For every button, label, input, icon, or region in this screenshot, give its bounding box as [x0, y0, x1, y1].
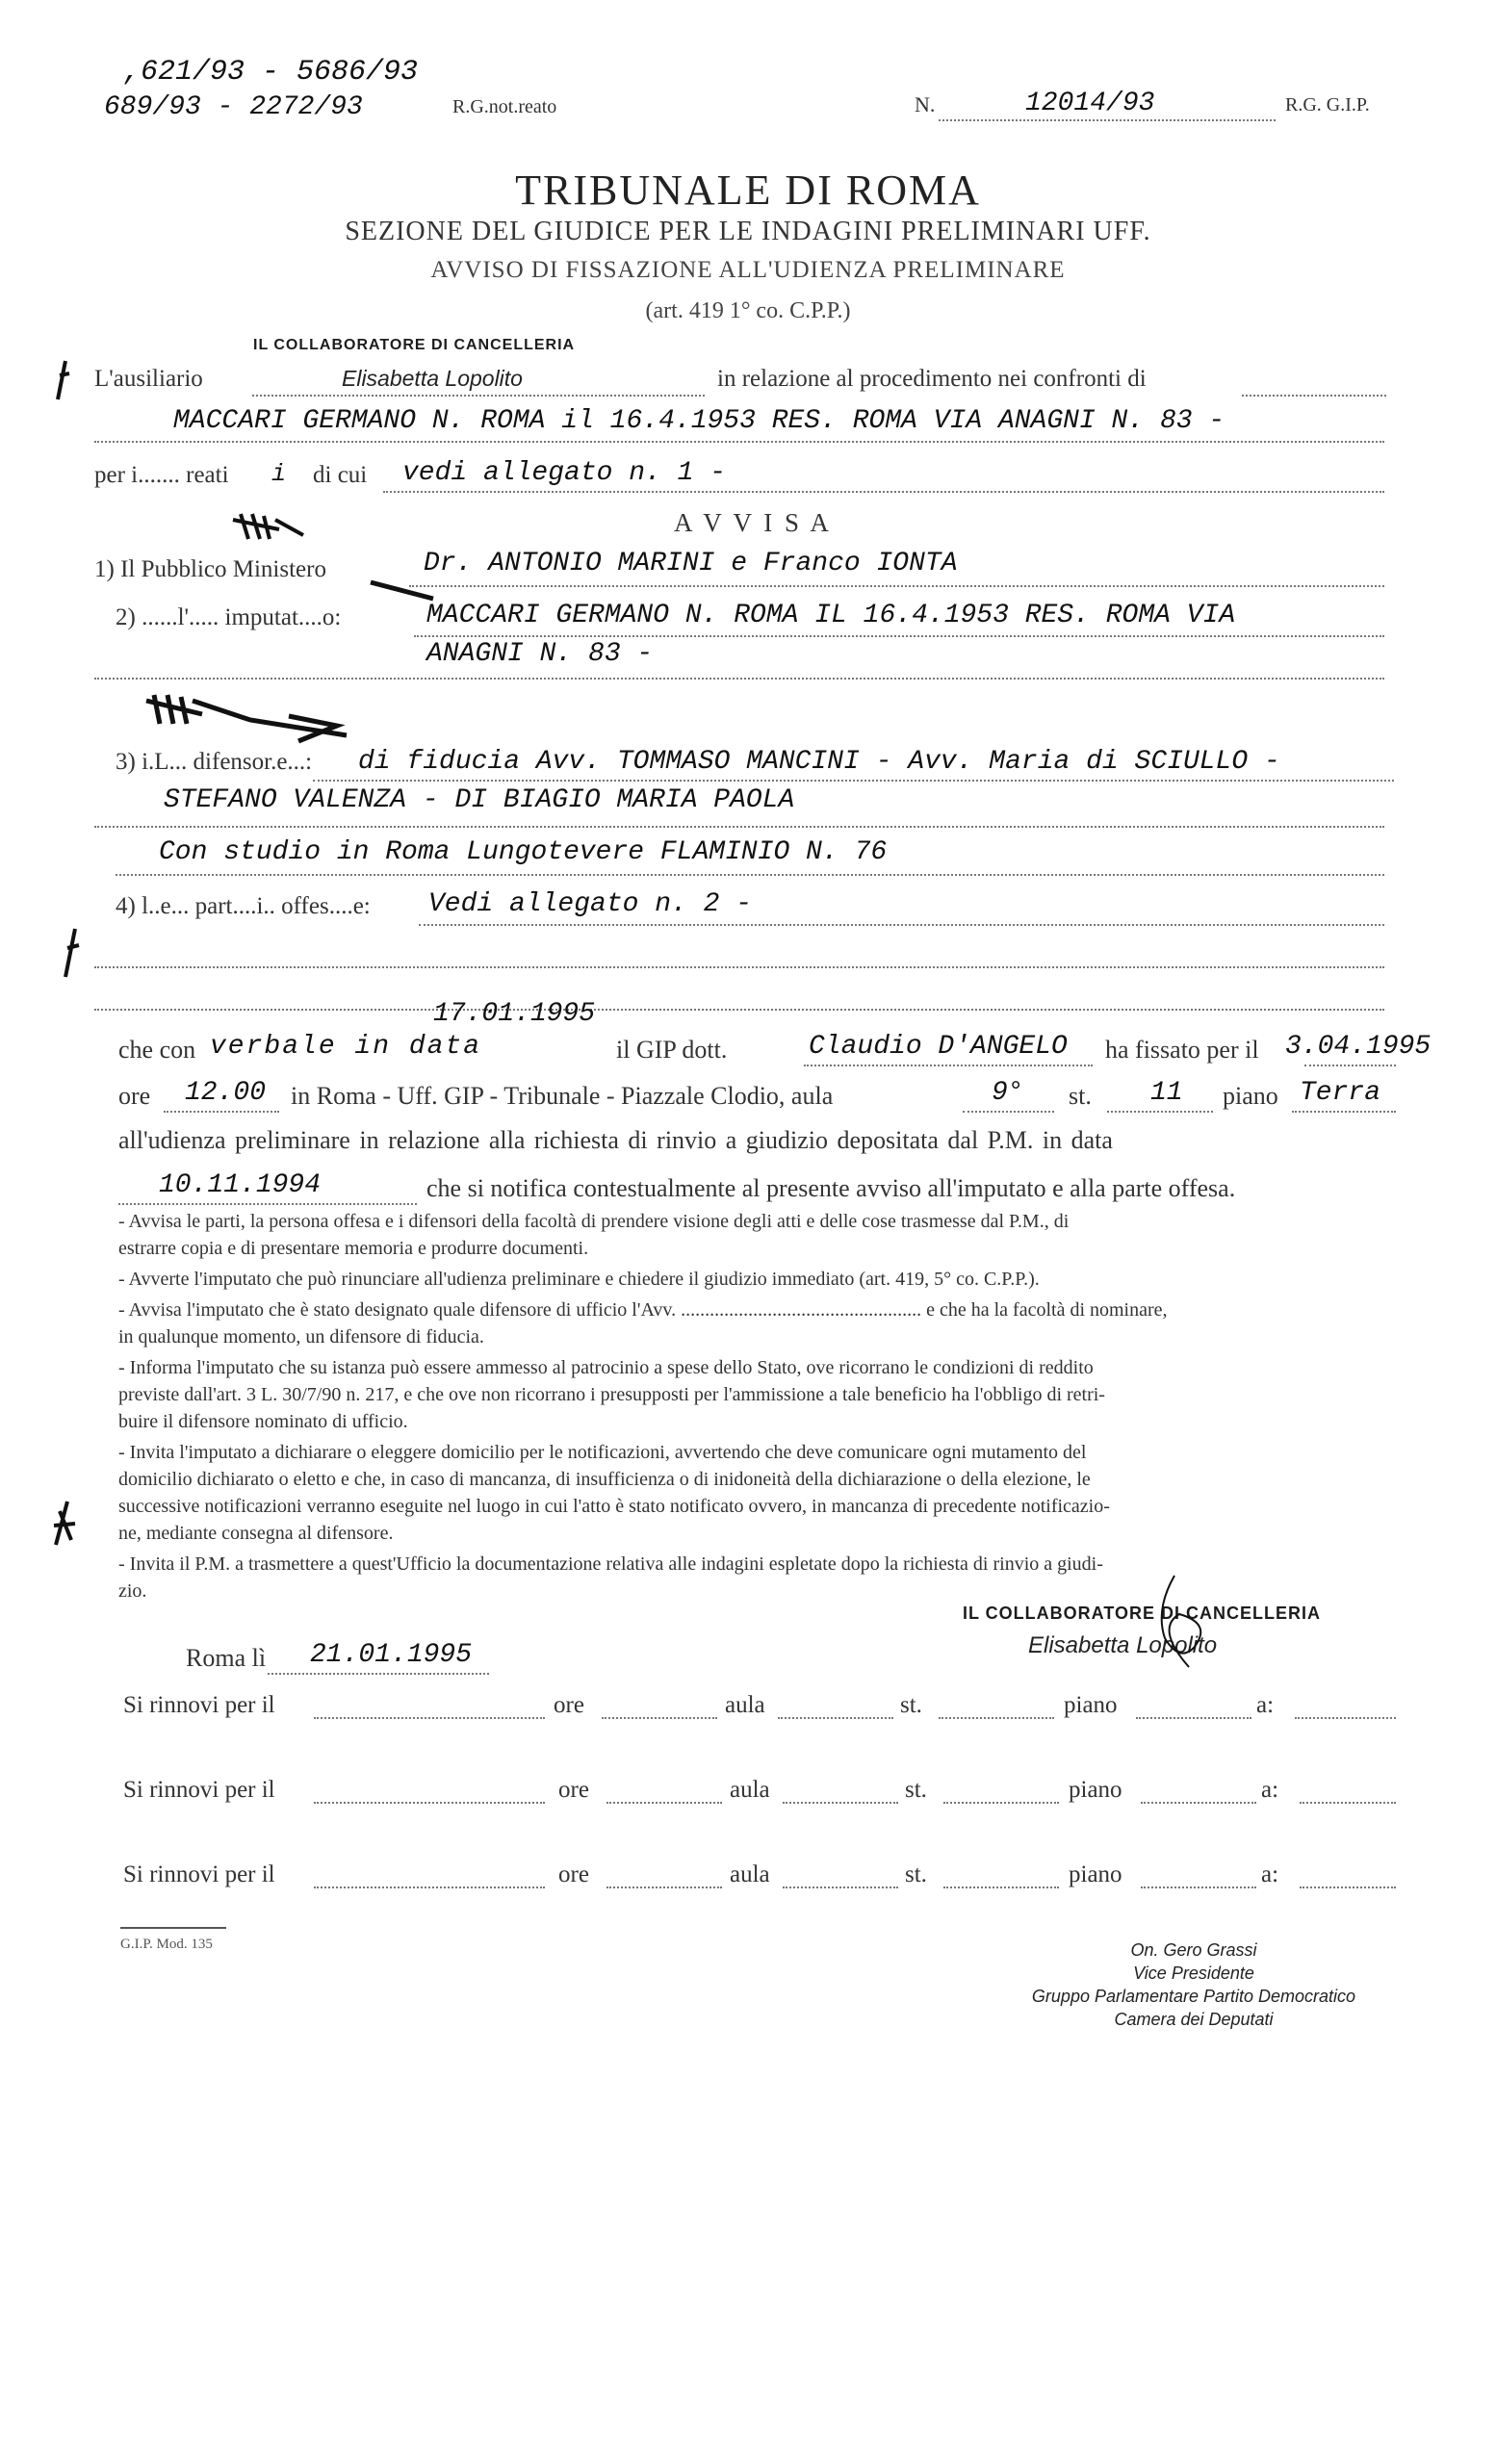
- rg-gip-label: R.G. G.I.P.: [1285, 94, 1370, 116]
- renewal-label: Si rinnovi per il: [123, 1777, 275, 1803]
- clause-line: successive notificazioni verranno eseguite nel luogo in cui l'atto è stato notificato ovvero, in mancanza di precedente notificazio-: [118, 1496, 1110, 1517]
- renewal-aula-label: aula: [730, 1777, 770, 1803]
- fixed-label: ha fissato per il: [1105, 1036, 1259, 1064]
- difensore-value-1: di fiducia Avv. TOMMASO MANCINI - Avv. Maria di SCIULLO -: [358, 747, 1280, 777]
- difensore-dotted-line-3: [116, 847, 1384, 876]
- parte-offesa-dotted-line-2: [94, 939, 1384, 968]
- renewal-ore-field[interactable]: [606, 1861, 722, 1888]
- verbale-value: verbale in data: [210, 1032, 482, 1062]
- collaborator-stamp-top: IL COLLABORATORE DI CANCELLERIA: [253, 337, 576, 353]
- clause-line: - Avvisa l'imputato che è stato designato quale difensore di ufficio l'Avv. .................................................. e che ha la facoltà di nominare,: [118, 1299, 1168, 1321]
- difensore-value-3: Con studio in Roma Lungotevere FLAMINIO N. 76: [159, 837, 888, 867]
- clause-line: - Avvisa le parti, la persona offesa e i difensori della facoltà di prendere visione degli atti e delle cose trasmesse dal P.M., di: [118, 1211, 1070, 1232]
- footer-name: On. Gero Grassi: [1130, 1940, 1257, 1960]
- form-model: G.I.P. Mod. 135: [120, 1937, 213, 1952]
- renewal-piano-label: piano: [1069, 1861, 1122, 1887]
- hearing-piano: Terra: [1300, 1078, 1381, 1108]
- ausiliario-dotted-end: [1242, 370, 1386, 397]
- hearing-date: 3.04.1995: [1285, 1032, 1432, 1062]
- renewal-a-field[interactable]: [1295, 1692, 1396, 1719]
- renewal-piano-field[interactable]: [1141, 1861, 1256, 1888]
- gip-label: il GIP dott.: [616, 1036, 728, 1064]
- clause-line: estrarre copia e di presentare memoria e produrre documenti.: [118, 1238, 589, 1259]
- signature: [1136, 1571, 1223, 1677]
- notice-title: AVVISO DI FISSAZIONE ALL'UDIENZA PRELIMINARE: [430, 257, 1066, 283]
- avvisa-heading: A V V I S A: [674, 508, 832, 537]
- clause-line: - Invita l'imputato a dichiarare o eleggere domicilio per le notificazioni, avvertendo che deve comunicare ogni mutamento del: [118, 1442, 1087, 1463]
- collaborator-stamp-bottom: IL COLLABORATORE DI CANCELLERIA: [963, 1604, 1321, 1623]
- footer-group: Gruppo Parlamentare Partito Democratico: [1031, 1987, 1356, 2006]
- renewal-ore-label: ore: [558, 1777, 589, 1803]
- renewal-a-field[interactable]: [1300, 1861, 1396, 1888]
- clause-line: zio.: [118, 1580, 147, 1602]
- footer-chamber: Camera dei Deputati: [1114, 2010, 1274, 2029]
- clause-line: domicilio dichiarato o eletto e che, in caso di mancanza, di insufficienza o di inidoneità della dichiarazione o della elezione, le: [118, 1469, 1091, 1490]
- verbale-prefix: che con: [118, 1036, 196, 1064]
- defendant-dotted-line: [94, 414, 1384, 443]
- renewal-ore-field[interactable]: [602, 1692, 717, 1719]
- renewal-date-field[interactable]: [314, 1777, 545, 1804]
- article-reference: (art. 419 1° co. C.P.P.): [645, 298, 851, 323]
- verbale-date: 17.01.1995: [433, 999, 596, 1029]
- court-title: TRIBUNALE DI ROMA: [515, 167, 981, 214]
- renewal-st-field[interactable]: [939, 1692, 1054, 1719]
- margin-mark-1: [48, 356, 77, 404]
- renewal-aula-field[interactable]: [778, 1692, 893, 1719]
- renewal-aula-label: aula: [730, 1861, 770, 1887]
- n-label: N.: [915, 92, 936, 116]
- margin-mark-2: [58, 924, 87, 982]
- pm-value: Dr. ANTONIO MARINI e Franco IONTA: [424, 549, 958, 578]
- hearing-place: in Roma - Uff. GIP - Tribunale - Piazzale Clodio, aula: [291, 1082, 834, 1110]
- renewal-st-label: st.: [905, 1861, 927, 1887]
- renewal-date-field[interactable]: [314, 1861, 545, 1888]
- collaborator-name: Elisabetta Lopolito: [1028, 1632, 1218, 1658]
- renewal-aula-field[interactable]: [783, 1777, 898, 1804]
- renewal-a-label: a:: [1261, 1777, 1279, 1803]
- section-title: SEZIONE DEL GIUDICE PER LE INDAGINI PRELIMINARI UFF.: [345, 217, 1151, 246]
- body-line-1: all'udienza preliminare in relazione alla richiesta di rinvio a giudizio depositata dal P.M. in data: [118, 1126, 1113, 1154]
- renewal-st-label: st.: [900, 1692, 922, 1718]
- judge-name: Claudio D'ANGELO: [809, 1032, 1068, 1062]
- clause-line: previste dall'art. 3 L. 30/7/90 n. 217, e che ove non ricorrano i presupposti per l'ammissione a tale beneficio ha l'obbligo di retri-: [118, 1384, 1105, 1405]
- pm-label: 1) Il Pubblico Ministero: [94, 556, 326, 582]
- renewal-st-label: st.: [905, 1777, 927, 1803]
- protocol-numbers-line1: ,621/93 - 5686/93: [123, 56, 419, 89]
- di-cui-label: di cui: [313, 462, 368, 488]
- ausiliario-name: Elisabetta Lopolito: [342, 366, 523, 391]
- renewal-piano-label: piano: [1064, 1692, 1118, 1718]
- hearing-time: 12.00: [185, 1078, 267, 1108]
- st-label: st.: [1069, 1082, 1092, 1110]
- reati-label: per i....... reati: [94, 462, 229, 488]
- footer-role: Vice Presidente: [1133, 1964, 1254, 1983]
- clause-line: - Avverte l'imputato che può rinunciare all'udienza preliminare e chiedere il giudizio immediato (art. 419, 5° co. C.P.P.).: [118, 1269, 1040, 1290]
- renewal-st-field[interactable]: [943, 1777, 1059, 1804]
- reati-suffix: i: [271, 460, 287, 488]
- renewal-row-1: [0, 1692, 1496, 1731]
- renewal-ore-label: ore: [558, 1861, 589, 1887]
- protocol-numbers-line2: 689/93 - 2272/93: [104, 92, 363, 122]
- renewal-label: Si rinnovi per il: [123, 1692, 275, 1718]
- hearing-aula: 9°: [992, 1078, 1024, 1108]
- renewal-date-field[interactable]: [314, 1692, 545, 1719]
- imputato-dotted-line-2: [94, 651, 1384, 680]
- hearing-st: 11: [1150, 1078, 1183, 1108]
- deposit-date: 10.11.1994: [159, 1170, 322, 1200]
- footer-rule: [120, 1927, 226, 1929]
- roma-date: 21.01.1995: [310, 1640, 473, 1670]
- renewal-row-3: [0, 1861, 1496, 1900]
- ore-label: ore: [118, 1082, 151, 1110]
- clause-line: - Informa l'imputato che su istanza può essere ammesso al patrocinio a spese dello Stato, ove ricorrano le condizioni di reddito: [118, 1357, 1094, 1378]
- imputato-value-1: MACCARI GERMANO N. ROMA IL 16.4.1953 RES. ROMA VIA: [426, 601, 1236, 630]
- parte-offesa-label: 4) l..e... part....i.. offes....e:: [116, 893, 371, 919]
- renewal-aula-label: aula: [725, 1692, 765, 1718]
- body-line-2: che si notifica contestualmente al presente avviso all'imputato e alla parte offesa.: [426, 1174, 1236, 1202]
- renewal-piano-field[interactable]: [1136, 1692, 1251, 1719]
- renewal-ore-label: ore: [554, 1692, 584, 1718]
- defendant-line: MACCARI GERMANO N. ROMA il 16.4.1953 RES. ROMA VIA ANAGNI N. 83 -: [173, 406, 1225, 436]
- renewal-row-2: [0, 1777, 1496, 1815]
- piano-label: piano: [1223, 1082, 1278, 1110]
- rg-gip-number: 12014/93: [1025, 89, 1155, 118]
- renewal-a-field[interactable]: [1300, 1777, 1396, 1804]
- arrow-mark-3: [144, 691, 356, 749]
- imputato-label: 2) ......l'..... imputat....o:: [116, 604, 342, 630]
- clause-line: ne, mediante consegna al difensore.: [118, 1523, 394, 1544]
- imputato-value-2: ANAGNI N. 83 -: [426, 639, 654, 669]
- clause-line: buire il difensore nominato di ufficio.: [118, 1411, 408, 1432]
- parte-offesa-dotted-line-3: [94, 982, 1384, 1011]
- ausiliario-label: L'ausiliario: [94, 366, 203, 392]
- renewal-label: Si rinnovi per il: [123, 1861, 275, 1887]
- difensore-label: 3) i.L... difensor.e...:: [116, 749, 313, 775]
- margin-mark-3: [46, 1497, 85, 1554]
- renewal-piano-field[interactable]: [1141, 1777, 1256, 1804]
- parte-offesa-value: Vedi allegato n. 2 -: [428, 889, 753, 919]
- difensore-value-2: STEFANO VALENZA - DI BIAGIO MARIA PAOLA: [164, 785, 795, 815]
- clause-line: - Invita il P.M. a trasmettere a quest'Ufficio la documentazione relativa alle indagini espletate dopo la richiesta di rinvio a giudi-: [118, 1553, 1103, 1575]
- rg-notreato-label: R.G.not.reato: [452, 96, 557, 117]
- clause-line: in qualunque momento, un difensore di fiducia.: [118, 1326, 484, 1348]
- renewal-a-label: a:: [1256, 1692, 1275, 1718]
- renewal-a-label: a:: [1261, 1861, 1279, 1887]
- renewal-ore-field[interactable]: [606, 1777, 722, 1804]
- reati-value: vedi allegato n. 1 -: [402, 458, 727, 488]
- roma-label: Roma lì: [186, 1644, 267, 1672]
- difensore-dotted-line-2: [94, 799, 1384, 828]
- renewal-aula-field[interactable]: [783, 1861, 898, 1888]
- arrow-mark-1: [231, 510, 308, 549]
- ausiliario-rest: in relazione al procedimento nei confronti di: [717, 366, 1147, 392]
- renewal-piano-label: piano: [1069, 1777, 1122, 1803]
- renewal-st-field[interactable]: [943, 1861, 1059, 1888]
